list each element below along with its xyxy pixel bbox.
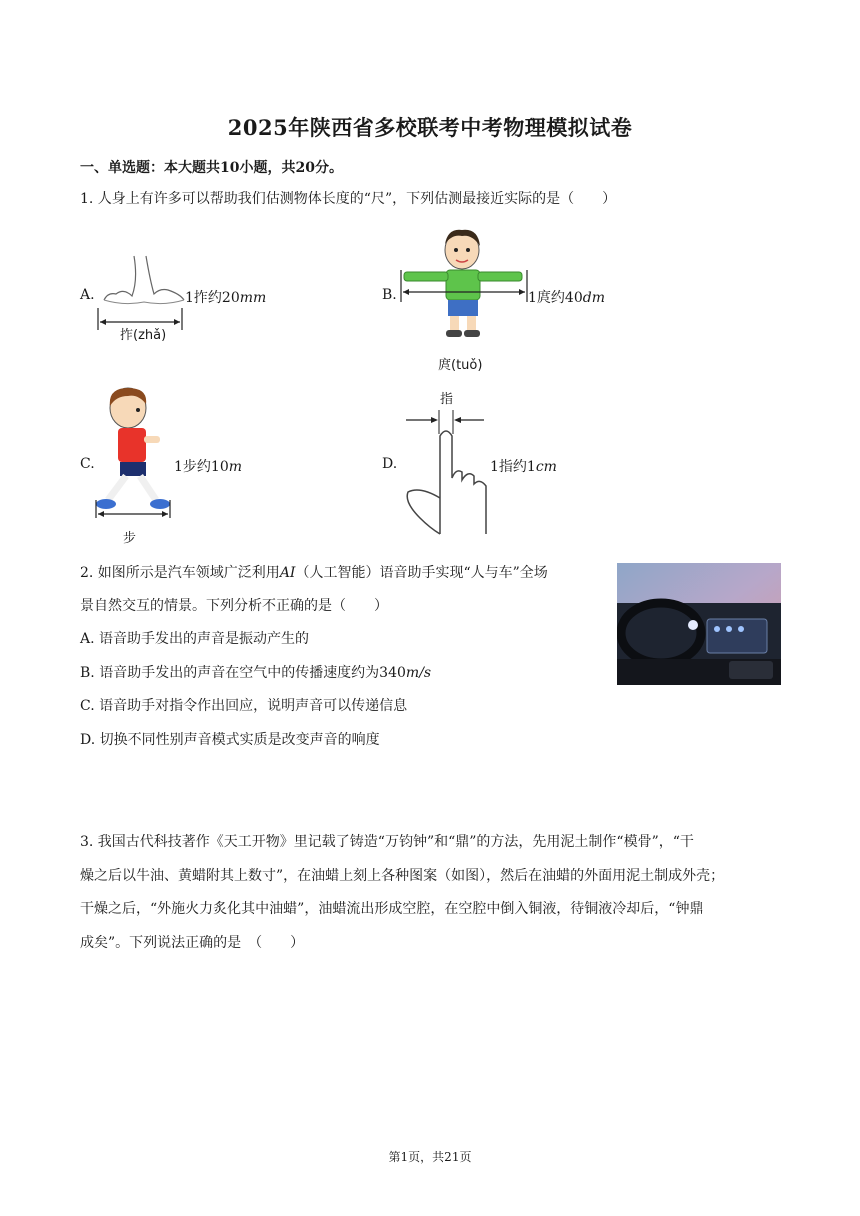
car-dashboard-photo <box>617 563 781 685</box>
q1-option-b-label: B. <box>382 287 397 303</box>
hand-span-caption: 拃(zhǎ) <box>120 328 167 343</box>
q2-stem-line1: 2. 如图所示是汽车领域广泛利用AI（人工智能）语音助手实现“人与车”全场 <box>80 565 548 581</box>
q2-option-b: B. 语音助手发出的声音在空气中的传播速度约为340m/s <box>80 665 432 681</box>
step-figure <box>92 384 177 518</box>
q2-stem-line2: 景自然交互的情景。下列分析不正确的是（ ） <box>80 598 388 614</box>
finger-caption: 指 <box>440 392 454 407</box>
q1-option-d-label: D. <box>382 456 398 472</box>
q3-line3: 干燥之后，“外施火力炙化其中油蜡”，油蜡流出形成空腔，在空腔中倒入铜液，待铜液冷却后，“钟鼎 <box>80 901 704 917</box>
q2-option-c: C. 语音助手对指令作出回应，说明声音可以传递信息 <box>80 698 408 714</box>
q1-option-d-text: 1指约1cm <box>490 459 557 475</box>
q1-option-b-text: 1庹约40dm <box>528 290 605 306</box>
q1-option-a-label: A. <box>80 287 95 303</box>
q3-line2: 燥之后以牛油、黄蜡附其上数寸”，在油蜡上刻上各种图案（如图），然后在油蜡的外面用泥土制成外壳； <box>80 868 725 884</box>
page-footer: 第1页，共21页 <box>388 1150 472 1164</box>
step-caption: 步 <box>123 531 137 546</box>
arm-span-caption: 庹(tuǒ) <box>438 358 483 373</box>
q3-line1: 3. 我国古代科技著作《天工开物》里记载了铸造“万钧钟”和“鼎”的方法，先用泥土制作“模骨”，“干 <box>80 834 694 850</box>
q1-option-c-label: C. <box>80 456 95 472</box>
q3-line4: 成矣”。下列说法正确的是 （ ） <box>80 935 305 951</box>
page-title: 2025年陕西省多校联考中考物理模拟试卷 <box>227 115 633 140</box>
finger-figure <box>400 406 492 540</box>
q2-option-d: D. 切换不同性别声音模式实质是改变声音的响度 <box>80 732 380 748</box>
q1-option-c-text: 1步约10m <box>174 459 243 475</box>
q1-option-a-text: 1拃约20mm <box>185 290 267 306</box>
section-heading: 一、单选题：本大题共10小题，共20分。 <box>80 160 343 176</box>
arm-span-figure <box>398 222 532 352</box>
q1-stem: 1. 人身上有许多可以帮助我们估测物体长度的“尺”，下列估测最接近实际的是（ ） <box>80 191 617 207</box>
q2-option-a: A. 语音助手发出的声音是振动产生的 <box>80 631 310 647</box>
